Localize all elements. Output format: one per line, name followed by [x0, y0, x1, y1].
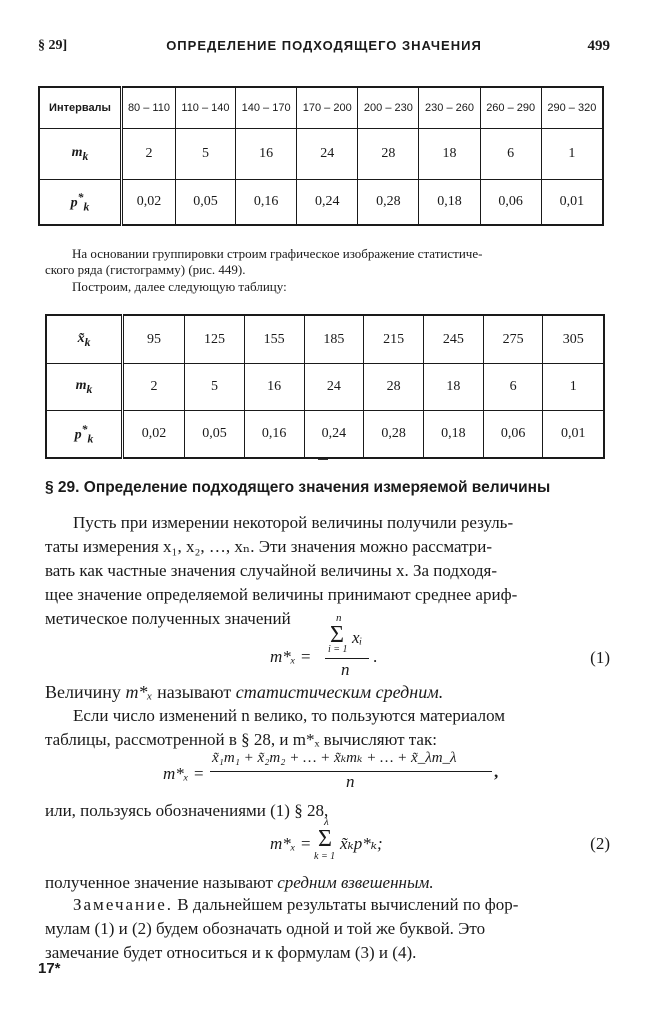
pk-sup: *: [77, 190, 84, 204]
formula-lhs: m*ₓ =: [163, 764, 205, 783]
text-run: m*ₓ: [125, 682, 153, 702]
formula-denominator: n: [341, 660, 350, 679]
table-header-cell: [39, 129, 122, 180]
formula-denominator: n: [346, 772, 355, 791]
table-cell: 290 – 320: [541, 87, 603, 129]
table-cell: 0,18: [424, 411, 484, 459]
running-header: [38, 38, 610, 58]
table-cell: 0,28: [358, 180, 419, 226]
table-cell: 5: [175, 129, 235, 180]
text-line: На основании группировки строим графическое изображение статистиче-: [72, 246, 483, 261]
table-cell: 0,28: [364, 411, 424, 459]
term-italic: средним взвешенным.: [277, 873, 434, 892]
text-line: ского ряда (гистограмму) (рис. 449).: [45, 262, 246, 277]
table-cell: 0,06: [483, 411, 543, 459]
paragraph-line: мулам (1) и (2) будем обозначать одной и той же буквой. Это: [45, 919, 486, 938]
table-cell: 2: [122, 129, 176, 180]
table-cell: 28: [364, 364, 424, 411]
table-cell: 6: [483, 364, 543, 411]
pk-label: p: [70, 195, 78, 211]
xk-label: x̃: [77, 330, 85, 346]
remark-label: Замечание.: [73, 895, 174, 914]
table-cell: 95: [123, 315, 185, 364]
mk-sub: k: [86, 382, 93, 396]
table-row: [39, 87, 603, 129]
table-cell: 215: [364, 315, 424, 364]
table-cell: 18: [424, 364, 484, 411]
sigma-symbol: Σ: [318, 826, 332, 852]
table-cell: 0,05: [185, 411, 245, 459]
table-cell: 0,16: [236, 180, 297, 226]
table-row: [46, 411, 604, 459]
page-number: 499: [587, 38, 610, 54]
table-cell: 230 – 260: [419, 87, 480, 129]
table-cell: 0,24: [297, 180, 358, 226]
table-cell: 16: [244, 364, 304, 411]
pk-sup: *: [81, 422, 88, 436]
formula-numerator: x̃₁m₁ + x̃₂m₂ + … + x̃ₖmₖ + … + x̃_λm_λ: [212, 750, 457, 766]
table-cell: 0,16: [244, 411, 304, 459]
header-title: ОПРЕДЕЛЕНИЕ ПОДХОДЯЩЕГО ЗНАЧЕНИЯ: [166, 38, 482, 53]
table-header-cell: [46, 315, 123, 364]
paragraph-line: замечание будет относиться и к формулам (3) и (4).: [45, 943, 417, 962]
table-header-cell: [39, 180, 122, 226]
table-cell: 0,06: [480, 180, 541, 226]
table-header-cell: [46, 411, 123, 459]
paragraph-line: таты измерения x₁, x₂, …, xₙ. Эти значения можно рассматри-: [45, 537, 492, 556]
table-cell: 125: [185, 315, 245, 364]
xk-sub: k: [84, 335, 91, 349]
equation-number: (1): [590, 648, 610, 667]
table-cell: 0,05: [175, 180, 235, 226]
paragraph-line: [45, 893, 610, 917]
table-cell: 0,02: [123, 411, 185, 459]
mk-sub: k: [82, 149, 89, 163]
text-line: Построим, далее следующую таблицу:: [72, 279, 287, 294]
formula-lhs: m*ₓ =: [270, 647, 312, 666]
table-cell: 0,18: [419, 180, 480, 226]
table-cell: 260 – 290: [480, 87, 541, 129]
pk-sub: k: [83, 200, 90, 214]
table-cell: 155: [244, 315, 304, 364]
paragraph-line: [45, 871, 610, 895]
paragraph-line: Если число изменений n велико, то пользуются материалом: [73, 706, 506, 725]
intervals-table: [38, 86, 604, 226]
table-cell: 2: [123, 364, 185, 411]
table-cell: 80 – 110: [122, 87, 176, 129]
paragraph-line: [45, 680, 610, 704]
fraction-bar: [325, 658, 369, 659]
section-heading: § 29. Определение подходящего значения измеряемой величины: [45, 479, 551, 496]
table-cell: 6: [480, 129, 541, 180]
table-cell: 0,01: [543, 411, 604, 459]
table-cell: 16: [236, 129, 297, 180]
table-cell: 140 – 170: [236, 87, 297, 129]
table-header-cell: Интервалы: [39, 87, 122, 129]
sum-body: x̃ₖp*ₖ;: [340, 834, 383, 853]
text-run: Величину: [45, 682, 126, 702]
paragraph-line: метическое полученных значений: [45, 609, 291, 628]
table-cell: 5: [185, 364, 245, 411]
pk-sub: k: [87, 432, 94, 446]
paragraph-line: или, пользуясь обозначениями (1) § 28,: [45, 801, 329, 820]
paragraph-line: вать как частные значения случайной величины x. За подходя-: [45, 561, 498, 580]
table-cell: 110 – 140: [175, 87, 235, 129]
table-cell: 305: [543, 315, 604, 364]
mk-label: m: [75, 378, 87, 394]
table-cell: 1: [541, 129, 603, 180]
sum-lower-limit: i = 1: [328, 644, 348, 655]
table-cell: 0,24: [304, 411, 364, 459]
signature-mark: 17*: [38, 960, 61, 977]
sum-upper-limit: n: [336, 612, 342, 624]
formula-lhs: m*ₓ =: [270, 834, 312, 853]
divider: [318, 459, 328, 460]
table-header-cell: [46, 364, 123, 411]
text-run: полученное значение называют: [45, 873, 278, 892]
table-row: [39, 180, 603, 226]
table-cell: 200 – 230: [358, 87, 419, 129]
sigma-symbol: Σ: [330, 622, 344, 648]
table-cell: 245: [424, 315, 484, 364]
table-cell: 0,01: [541, 180, 603, 226]
sum-lower-limit: k = 1: [314, 851, 336, 862]
sum-body: xᵢ: [352, 628, 363, 647]
term-italic: статистическим средним.: [235, 682, 444, 702]
table-row: [39, 129, 603, 180]
paragraph-line: щее значение определяемой величины принимают среднее ариф-: [45, 585, 518, 604]
table-row: [46, 315, 604, 364]
pk-label: p: [74, 427, 82, 443]
formula-tail: .: [373, 647, 378, 666]
table-cell: 170 – 200: [297, 87, 358, 129]
table-cell: 24: [304, 364, 364, 411]
text-run: В дальнейшем результаты вычислений по фор-: [173, 895, 519, 914]
paragraph-line: таблицы, рассмотренной в § 28, и m*ₓ вычисляют так:: [45, 730, 437, 749]
table-cell: 0,02: [122, 180, 176, 226]
sum-upper-limit: λ: [324, 816, 329, 828]
text-run: называют: [152, 682, 236, 702]
table-row: [46, 364, 604, 411]
paragraph-line: Пусть при измерении некоторой величины получили резуль-: [73, 513, 514, 532]
table-cell: 24: [297, 129, 358, 180]
table-cell: 1: [543, 364, 604, 411]
equation-number: (2): [590, 834, 610, 853]
header-section: § 29]: [38, 38, 68, 53]
table-cell: 18: [419, 129, 480, 180]
table-cell: 275: [483, 315, 543, 364]
table-cell: 28: [358, 129, 419, 180]
mk-label: m: [71, 145, 83, 161]
table-cell: 185: [304, 315, 364, 364]
statistical-series-table: [45, 314, 605, 459]
formula-tail: ,: [494, 762, 499, 781]
